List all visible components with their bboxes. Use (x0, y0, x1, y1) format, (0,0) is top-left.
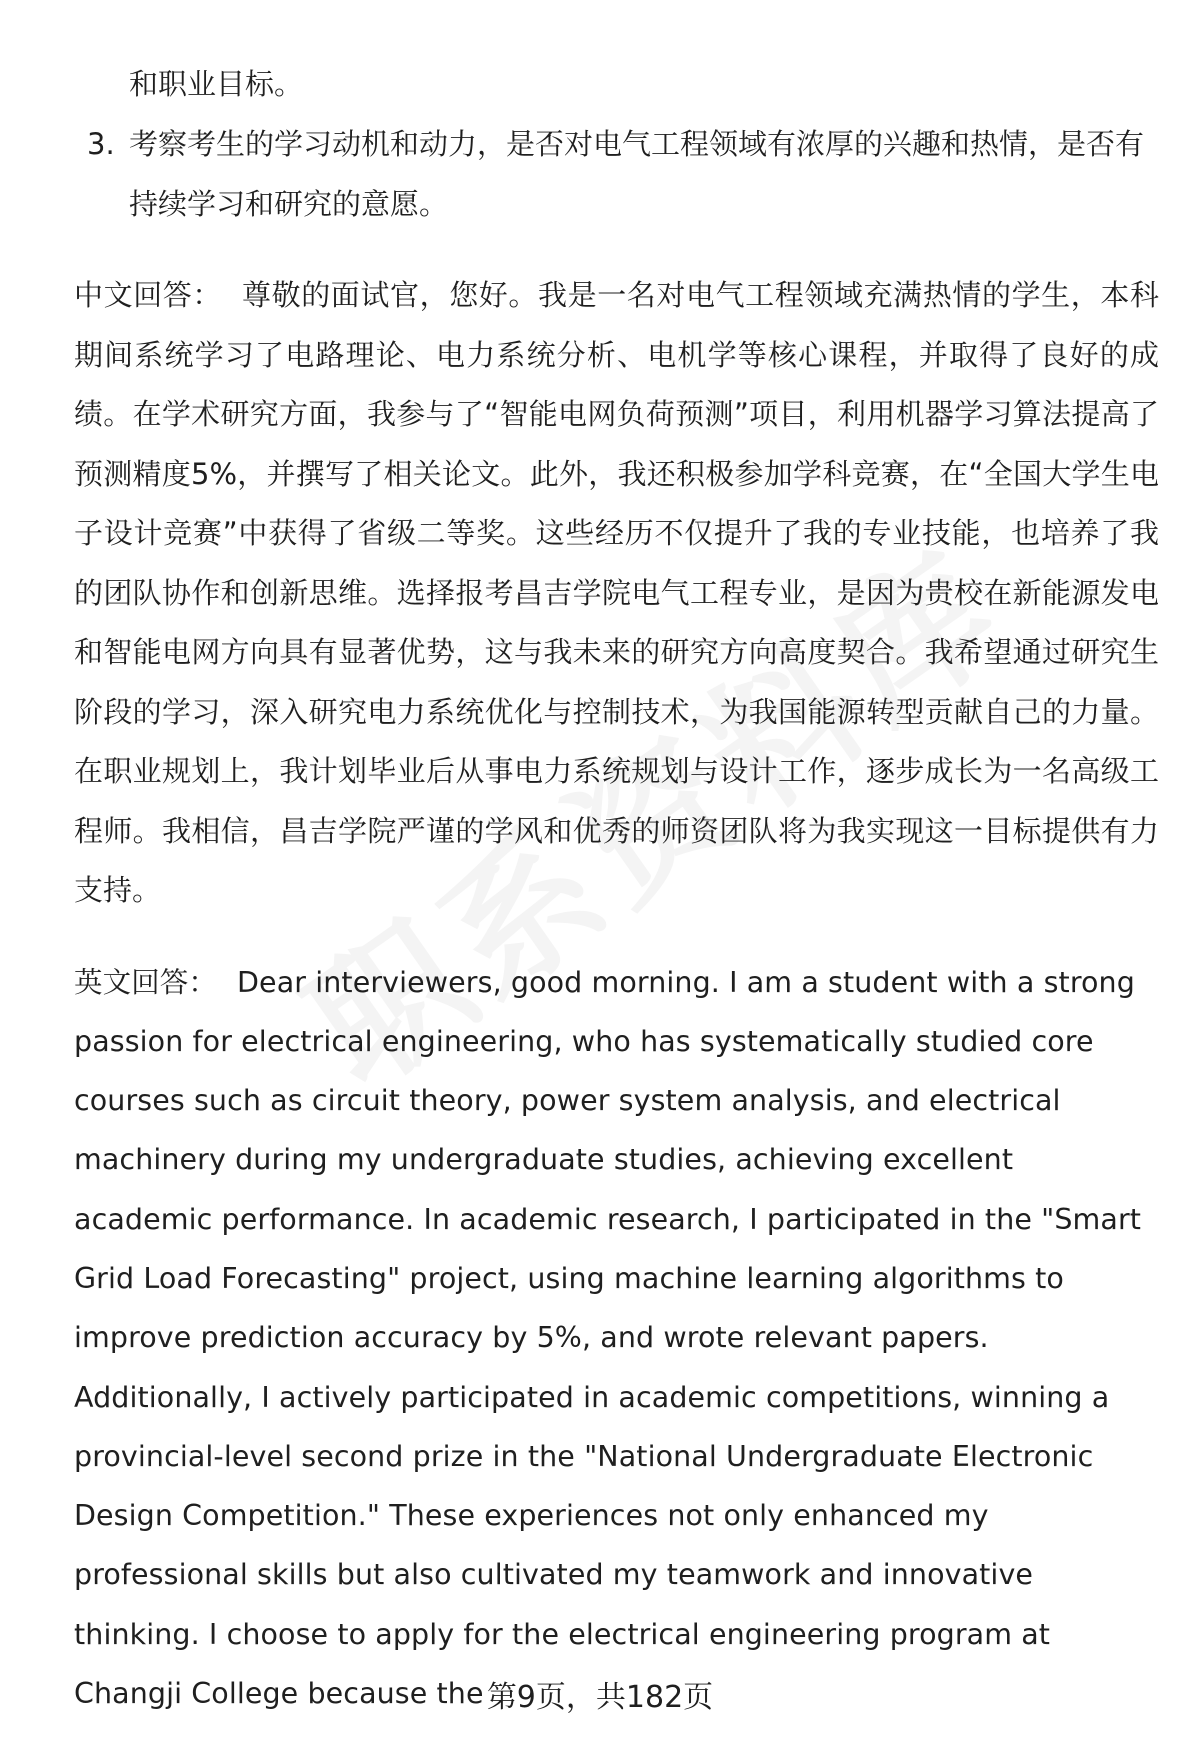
page-number: 第9页，共182页 (486, 1680, 714, 1715)
list-item-text: 考察考生的学习动机和动力，是否对电气工程领域有浓厚的兴趣和热情，是否有持续学习和研究的意愿。 (129, 127, 1145, 221)
criteria-list (74, 114, 1159, 234)
english-answer-text: Dear interviewers, good morning. I am a student with a strong passion for electrical engineering, who has systematically studied core courses such as circuit theory, power system analysis, and electrical machinery during my undergraduate studies, achieving excellent academic performance. In academic research, I participated in the "Smart Grid Load Forecasting" project, using machine learning algorithms to improve prediction accuracy by 5%, and wrote relevant papers. Additionally, I actively participated in academic competitions, winning a provincial-level second prize in the "National Undergraduate Electronic Design Competition." These experiences not only enhanced my professional skills but also cultivated my teamwork and innovative thinking. I choose to apply for the electrical engineering program at Changji College because the (74, 965, 1142, 1711)
page-content (74, 54, 1159, 1723)
list-item (74, 114, 1159, 234)
chinese-answer-text: 尊敬的面试官，您好。我是一名对电气工程领域充满热情的学生，本科期间系统学习了电路理论、电力系统分析、电机学等核心课程，并取得了良好的成绩。在学术研究方面，我参与了“智能电网负荷预测”项目，利用机器学习算法提高了预测精度5%，并撰写了相关论文。此外，我还积极参加学科竞赛，在“全国大学生电子设计竞赛”中获得了省级二等奖。这些经历不仅提升了我的专业技能，也培养了我的团队协作和创新思维。选择报考昌吉学院电气工程专业，是因为贵校在新能源发电和智能电网方向具有显著优势，这与我未来的研究方向高度契合。我希望通过研究生阶段的学习，深入研究电力系统优化与控制技术，为我国能源转型贡献自己的力量。在职业规划上，我计划毕业后从事电力系统规划与设计工作，逐步成长为一名高级工程师。我相信，昌吉学院严谨的学风和优秀的师资团队将为我实现这一目标提供有力支持。 (74, 278, 1159, 907)
english-answer-label: 英文回答： (74, 965, 218, 999)
list-item-continuation: 和职业目标。 (129, 67, 304, 101)
chinese-answer-label: 中文回答： (74, 278, 222, 312)
english-answer-paragraph (74, 953, 1159, 1724)
list-item-number: 3. (87, 127, 115, 161)
chinese-answer-paragraph (74, 266, 1159, 921)
